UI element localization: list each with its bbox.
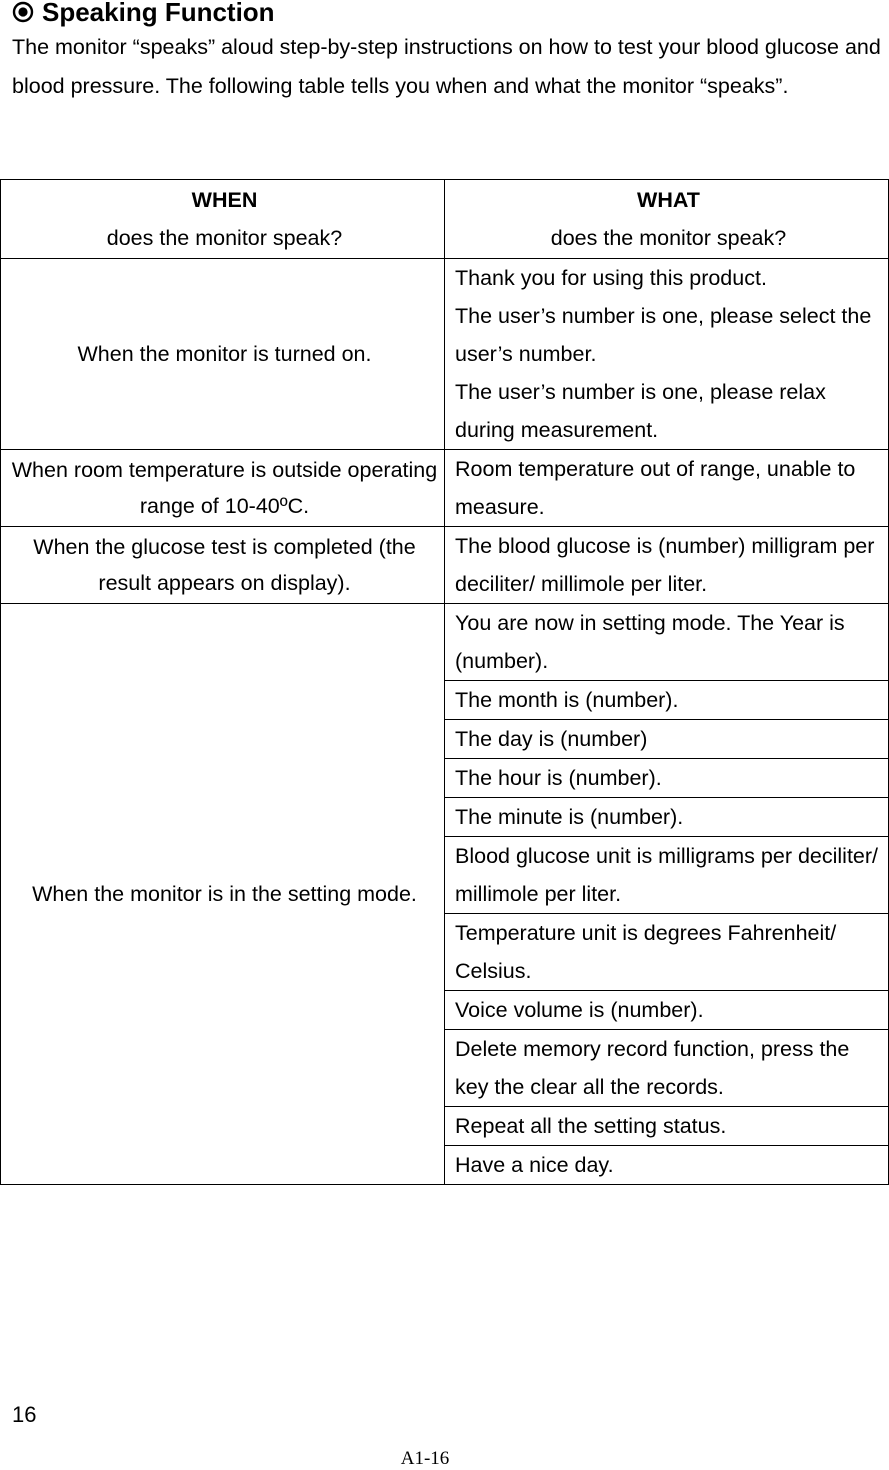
what-cell: Delete memory record function, press the key the clear all the records.	[445, 1030, 889, 1107]
header-when-sub: does the monitor speak?	[106, 226, 343, 250]
what-cell: The month is (number).	[445, 681, 889, 720]
what-cell: The hour is (number).	[445, 759, 889, 798]
page-number: 16	[12, 1402, 37, 1427]
what-cell: Repeat all the setting status.	[445, 1107, 889, 1146]
circled-dot-icon	[12, 1, 34, 23]
when-cell: When the monitor is in the setting mode.	[1, 604, 445, 1185]
when-cell: When the monitor is turned on.	[1, 259, 445, 450]
what-cell: Room temperature out of range, unable to measure.	[445, 450, 889, 527]
what-line: The user’s number is one, please relax during measurement.	[455, 380, 826, 442]
intro-paragraph: The monitor “speaks” aloud step-by-step instructions on how to test your blood glucose and blood pressure. The following table tells you when and what the monitor “speaks”.	[12, 35, 881, 98]
what-cell: Blood glucose unit is milligrams per deciliter/ millimole per liter.	[445, 837, 889, 914]
what-cell	[445, 259, 889, 450]
what-cell: The blood glucose is (number) milligram per deciliter/ millimole per liter.	[445, 527, 889, 604]
table-row	[1, 450, 889, 527]
what-cell: The day is (number)	[445, 720, 889, 759]
when-cell: When room temperature is outside operating range of 10-40ºC.	[1, 450, 445, 527]
table-header-row	[1, 180, 889, 259]
what-cell: Have a nice day.	[445, 1146, 889, 1185]
what-cell: Temperature unit is degrees Fahrenheit/ Celsius.	[445, 914, 889, 991]
table-row	[1, 527, 889, 604]
header-what-sub: does the monitor speak?	[550, 226, 787, 250]
section-heading	[12, 0, 275, 28]
what-cell: The minute is (number).	[445, 798, 889, 837]
header-when-key: WHEN	[191, 188, 258, 212]
section-title: Speaking Function	[42, 0, 275, 27]
table-row	[1, 259, 889, 450]
header-when	[1, 180, 445, 259]
table-row	[1, 604, 889, 681]
what-cell: You are now in setting mode. The Year is (number).	[445, 604, 889, 681]
when-cell: When the glucose test is completed (the result appears on display).	[1, 527, 445, 604]
speaking-table	[0, 179, 889, 1185]
header-what	[445, 180, 889, 259]
what-line: Thank you for using this product.	[455, 266, 767, 290]
footer-code: A1-16	[400, 1448, 450, 1469]
header-what-key: WHAT	[637, 188, 700, 212]
what-cell: Voice volume is (number).	[445, 991, 889, 1030]
what-line: The user’s number is one, please select the user’s number.	[455, 304, 872, 366]
